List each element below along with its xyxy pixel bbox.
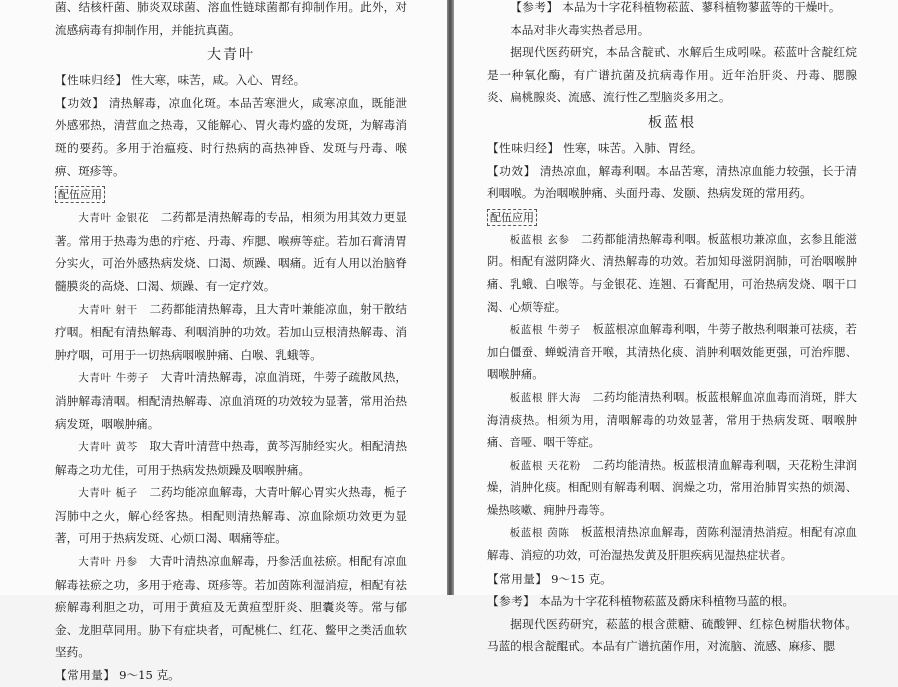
peiwu-label: 配伍应用 <box>487 209 537 226</box>
reference-label: 【参考】 <box>510 0 559 14</box>
pairing-herbs: 板蓝根 玄参 <box>509 233 570 246</box>
left-function-paragraph <box>55 92 407 182</box>
pairing-herbs: 大青叶 射干 <box>78 303 138 316</box>
pairing-text: 大青叶清热凉血解毒，丹参活血祛瘀。相配有凉血解毒祛瘀之功，多用于疮毒、斑疹等。若加茵陈利湿消痘，相配有祛瘀解毒利胆之功，可用于黄疸及无黄疸型肝炎、胆囊炎等。常与郁金、龙胆草同用。胁下有症块者，可配桃仁、红花、鳖甲之类活血软坚药。 <box>55 554 407 660</box>
pairing-text: 二药都是清热解毒的专品，相须为用其效力更显著。常用于热毒为患的疔疮、丹毒、痄腮、喉痹等症。若加石膏清胃分实火，可治外感热病发烧、口渴、烦躁、咽痛。近有人用以治脑脊髓膜炎的高烧、口渴、烦躁、有一定疗效。 <box>55 210 407 293</box>
pairing-paragraph <box>55 550 407 664</box>
reference-note: 本品对非火毒实热者忌用。 <box>510 22 650 37</box>
nature-label: 【性味归经】 <box>55 73 128 88</box>
pairing-herbs: 大青叶 丹参 <box>78 556 138 569</box>
pairing-text: 二药均能清热。板蓝根清血解毒利咽，天花粉生津润燥，消肿化痰。相配则有解毒利咽、润燥之功，常用治肺胃实热的烦渴、燥热咳嗽、痈肿丹毒等。 <box>487 458 857 517</box>
pairing-paragraph <box>487 319 857 387</box>
function-label: 【功效】 <box>55 95 105 110</box>
pairing-paragraph <box>55 298 407 367</box>
function-label: 【功效】 <box>487 163 537 178</box>
reference-label: 【参考】 <box>487 594 536 609</box>
pairing-text: 二药都能清热解毒，且大青叶兼能凉血，射干散结疗咽。相配有清热解毒、利咽消肿的功效。若加山豆根清热解毒、消肿疗咽，可用于一切热病咽喉肿痛、白喉、乳蛾等。 <box>55 301 407 362</box>
nature-label: 【性味归经】 <box>487 140 560 155</box>
reference-paragraph <box>487 0 857 19</box>
dose-text: 9～15 克。 <box>551 571 612 586</box>
pairing-text: 大青叶清热解毒，凉血消斑，牛蒡子疏散风热，消肿解毒清咽。相配清热解毒、凉血消斑的功效较为显著，常用治热病发斑，咽喉肿痛。 <box>55 370 407 431</box>
function-text: 清热凉血，解毒利咽。本品苦寒，清热凉血能力较强，长于清利咽喉。为治咽喉肿痛、头面丹毒、发颐、热病发斑的常用药。 <box>487 163 857 201</box>
pairing-paragraph <box>55 481 407 550</box>
pairing-text: 板蓝根凉血解毒利咽，牛蒡子散热利咽兼可祛痰，若加白僵蚕、蝉蜕清音开喉，其清热化痰、消肿利咽效能更强，可治痄腮、咽喉肿痛。 <box>487 323 857 382</box>
pairing-herbs: 大青叶 黄芩 <box>78 441 138 454</box>
pairing-paragraph <box>55 366 407 435</box>
left-nature-paragraph <box>55 69 407 92</box>
pairing-herbs: 板蓝根 茵陈 <box>509 527 570 540</box>
right-dose-paragraph <box>487 568 857 591</box>
reference-text: 本品为十字花科植物菘蓝、蓼科植物蓼蓝等的干燥叶。 <box>562 0 841 14</box>
pairing-herbs: 板蓝根 天花粉 <box>509 459 581 472</box>
pairing-paragraph <box>487 229 857 319</box>
peiwu-label: 配伍应用 <box>55 186 105 203</box>
reference-paragraph-2 <box>487 590 857 613</box>
book-gutter <box>447 0 454 595</box>
pairing-paragraph <box>487 522 857 567</box>
right-page <box>454 0 898 654</box>
pairing-herbs: 板蓝根 牛蒡子 <box>509 324 581 337</box>
modern-research-paragraph-2: 据现代医药研究，菘蓝的根含蔗糖、硫酸钾、红棕色树脂状物体。马蓝的根含靛醌甙。本品有广谱抗菌作用，对流脑、流感、麻疹、腮 <box>487 616 857 654</box>
pairing-herbs: 板蓝根 胖大海 <box>509 391 581 404</box>
left-intro-paragraph: 菌、结核杆菌、肺炎双球菌、溶血性链球菌都有抑制作用。此外，对流感病毒有抑制作用，并能抗真菌。 <box>55 0 407 37</box>
pairing-paragraph <box>55 435 407 481</box>
heading-daqingye: 大青叶 <box>207 47 255 64</box>
pairing-text: 二药都能清热解毒利咽。板蓝根功兼凉血，玄参且能滋阴。相配有滋阴降火、清热解毒的功效。若加知母滋阴润肺，可治咽喉肿痛、乳蛾、白喉等。与金银花、连翘、石膏配用，可治热病发烧、咽干口渴、心烦等症。 <box>487 232 857 314</box>
pairing-text: 二药均能清热利咽。板蓝根解血凉血毒而消斑，胖大海清痰热。相须为用，清咽解毒的功效显著，常用于热病发斑、咽喉肿痛、音哑、咽干等症。 <box>487 390 857 450</box>
pairing-herbs: 大青叶 牛蒡子 <box>78 372 149 385</box>
right-page-content <box>487 0 857 658</box>
pairing-herbs: 大青叶 金银花 <box>78 212 149 225</box>
left-dose-paragraph <box>55 664 407 687</box>
nature-text: 性大寒，味苦，咸。入心、胃经。 <box>131 73 306 88</box>
pairing-text: 板蓝根清热凉血解毒，茵陈利湿清热消痘。相配有凉血解毒、消痘的功效，可治湿热发黄及肝胆疾病见湿热症状者。 <box>487 526 857 563</box>
heading-banlangen: 板蓝根 <box>648 114 696 131</box>
nature-text: 性寒，味苦。入肺、胃经。 <box>563 140 703 155</box>
modern-research-paragraph: 据现代医药研究，本品含靛甙、水解后生成吲哚。菘蓝叶含靛红烷是一种氧化酶，有广谱抗菌及抗病毒作用。近年治肝炎、丹毒、腮腺炎、扁桃腺炎、流感、流行性乙型脑炎多用之。 <box>487 45 857 105</box>
right-function-paragraph <box>487 160 857 205</box>
pairing-paragraph <box>487 387 857 455</box>
right-nature-paragraph <box>487 137 857 160</box>
function-text: 清热解毒，凉血化斑。本品苦寒泄火，咸寒凉血，既能泄外感邪热，清营血之热毒，又能解心、胃火毒灼盛的发斑，为解毒消斑的要药。多用于治瘟疫、时行热病的高热神昏、发斑与丹毒、喉痹、斑疹等。 <box>55 95 407 178</box>
pairing-text: 二药均能凉血解毒，大青叶解心胃实火热毒，栀子泻肺中之火，解心经客热。相配则清热解毒、凉血除烦功效更为显著，可用于热病发斑、心烦口渴、咽痛等症。 <box>55 485 407 546</box>
dose-label: 【常用量】 <box>487 571 548 586</box>
reference-text: 本品为十字花科植物菘蓝及爵床科植物马蓝的根。 <box>539 594 795 609</box>
pairing-herbs: 大青叶 栀子 <box>78 487 138 500</box>
pairing-text: 取大青叶清营中热毒，黄芩泻肺经实火。相配清热解毒之功尤佳，可用于热病发热烦躁及咽喉肿痛。 <box>55 439 407 477</box>
left-page-content <box>55 0 407 687</box>
dose-text: 9～15 克。 <box>119 668 180 683</box>
left-page <box>0 0 447 683</box>
dose-label: 【常用量】 <box>55 668 116 683</box>
pairing-paragraph <box>55 206 407 297</box>
pairing-paragraph <box>487 455 857 523</box>
